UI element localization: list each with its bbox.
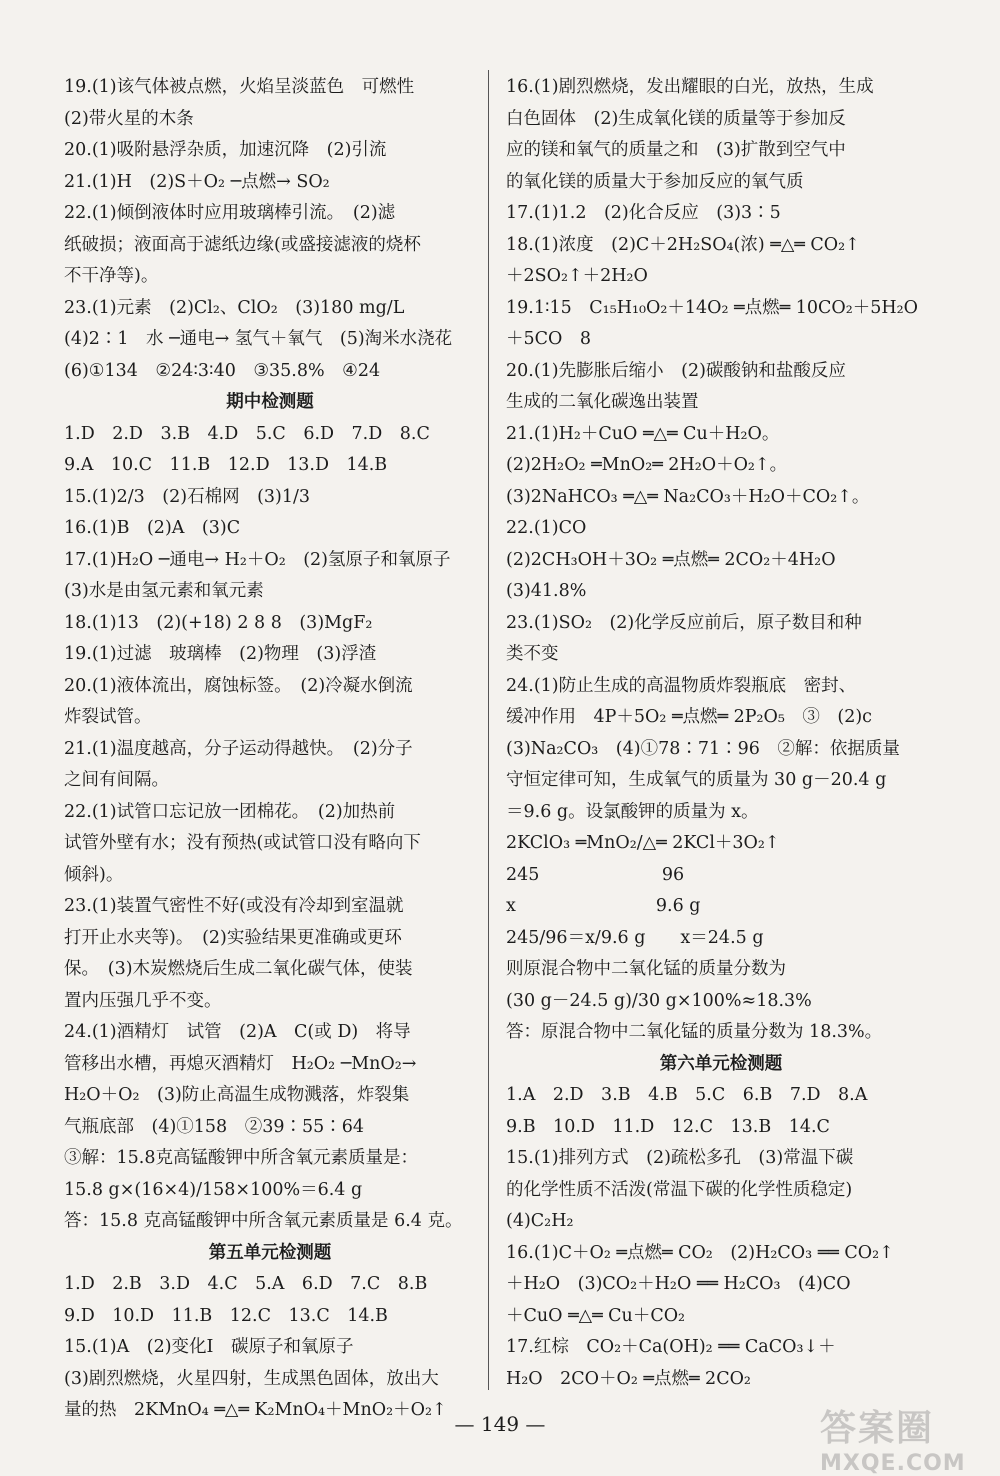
answer-line: 22.(1)CO <box>506 518 587 538</box>
answer-line: 生成的二氧化碳逸出装置 <box>506 392 699 412</box>
answer-line: (30 g－24.5 g)/30 g×100%≈18.3% <box>506 990 812 1011</box>
watermark-text-top: 答案圈 <box>820 1408 935 1449</box>
answer-line: ＋CuO ═△═ Cu＋CO₂ <box>506 1305 686 1326</box>
answer-line: 21.(1)H (2)S＋O₂ ─点燃→ SO₂ <box>64 171 330 192</box>
answer-line: 18.(1)浓度 (2)C＋2H₂SO₄(浓) ═△═ CO₂↑ <box>506 234 860 255</box>
answer-line: H₂O＋O₂ (3)防止高温生成物溅落，炸裂集 <box>64 1085 410 1105</box>
answer-line: (2)2CH₃OH＋3O₂ ═点燃═ 2CO₂＋4H₂O <box>506 549 836 570</box>
answer-line: 的氧化镁的质量大于参加反应的氧气质 <box>506 171 804 192</box>
answer-line: ③解：15.8克高锰酸钾中所含氧元素质量是： <box>64 1148 418 1168</box>
answer-line: 20.(1)吸附悬浮杂质，加速沉降 (2)引流 <box>64 140 387 160</box>
answer-line: 9.B 10.D 11.D 12.C 13.B 14.C <box>506 1116 830 1137</box>
answer-line: 17.红棕 CO₂＋Ca(OH)₂ ══ CaCO₃↓＋ <box>506 1337 836 1357</box>
answer-line: (3)Na₂CO₃ (4)①78∶71∶96 ②解：依据质量 <box>506 738 900 759</box>
answer-line: 19.(1)该气体被点燃，火焰呈淡蓝色 可燃性 <box>64 77 415 97</box>
answer-line: 19.(1)过滤 玻璃棒 (2)物理 (3)浮渣 <box>64 644 377 664</box>
answer-line: 第五单元检测题 <box>208 1242 332 1263</box>
answer-line: 9.D 10.D 11.B 12.C 13.C 14.B <box>64 1305 388 1326</box>
watermark-logo <box>820 1400 995 1476</box>
answer-line: x 9.6 g <box>506 896 701 916</box>
column-divider <box>488 70 489 1390</box>
answer-line: 16.(1)C＋O₂ ═点燃═ CO₂ (2)H₂CO₃ ══ CO₂↑ <box>506 1242 894 1263</box>
answer-line: 21.(1)温度越高，分子运动得越快。 (2)分子 <box>64 738 413 759</box>
answer-line: 守恒定律可知，生成氧气的质量为 30 g－20.4 g <box>506 770 887 790</box>
answer-line: 气瓶底部 (4)①158 ②39∶55∶64 <box>64 1116 364 1137</box>
answer-line: (3)剧烈燃烧，火星四射，生成黑色固体，放出大 <box>64 1368 439 1389</box>
answer-line: (2)2H₂O₂ ═MnO₂═ 2H₂O＋O₂↑。 <box>506 455 788 475</box>
answer-line: 22.(1)倾倒液体时应用玻璃棒引流。 (2)滤 <box>64 203 396 223</box>
answer-line: 打开止水夹等)。 (2)实验结果更准确或更环 <box>64 927 402 948</box>
answer-line: ＋H₂O (3)CO₂＋H₂O ══ H₂CO₃ (4)CO <box>506 1274 851 1294</box>
answer-line: ＋2SO₂↑＋2H₂O <box>506 266 648 286</box>
watermark-text-bottom: MXQE.COM <box>820 1451 966 1476</box>
answer-line: (3)41.8% <box>506 581 587 601</box>
left-column <box>64 72 476 1427</box>
answer-line: (3)2NaHCO₃ ═△═ Na₂CO₃＋H₂O＋CO₂↑。 <box>506 486 870 507</box>
answer-line: 纸破损；液面高于滤纸边缘(或盛接滤液的烧杯 <box>64 234 421 255</box>
answer-line: 试管外壁有水；没有预热(或试管口没有略向下 <box>64 833 421 853</box>
answer-line: 17.(1)H₂O ─通电→ H₂＋O₂ (2)氢原子和氧原子 <box>64 549 451 570</box>
answer-line: ＝9.6 g。设氯酸钾的质量为 x。 <box>506 801 759 822</box>
answer-line: 1.A 2.D 3.B 4.B 5.C 6.B 7.D 8.A <box>506 1085 868 1105</box>
answer-line: 245 96 <box>506 864 685 885</box>
answer-line: (6)①134 ②24∶3∶40 ③35.8% ④24 <box>64 360 381 381</box>
answer-line: 期中检测题 <box>226 392 314 412</box>
answer-line: 类不变 <box>506 644 559 664</box>
answer-line: (2)带火星的木条 <box>64 108 194 129</box>
answer-line: 24.(1)酒精灯 试管 (2)A C(或 D) 将导 <box>64 1022 411 1042</box>
right-column <box>506 72 936 1395</box>
answer-line: 16.(1)剧烈燃烧，发出耀眼的白光，放热，生成 <box>506 77 874 97</box>
answer-line: 24.(1)防止生成的高温物质炸裂瓶底 密封、 <box>506 675 857 696</box>
answer-line: 19.1∶15 C₁₅H₁₀O₂＋14O₂ ═点燃═ 10CO₂＋5H₂O <box>506 297 918 318</box>
answer-line: 20.(1)液体流出，腐蚀标签。 (2)冷凝水倒流 <box>64 675 413 696</box>
answer-line: 15.(1)排列方式 (2)疏松多孔 (3)常温下碳 <box>506 1148 854 1168</box>
answer-line: 245/96＝x/9.6 g x＝24.5 g <box>506 927 764 948</box>
answer-line: 9.A 10.C 11.B 12.D 13.D 14.B <box>64 455 388 475</box>
answer-line: ＋5CO 8 <box>506 329 592 349</box>
answer-line: 保。 (3)木炭燃烧后生成二氧化碳气体，使装 <box>64 959 413 979</box>
answer-line: 白色固体 (2)生成氧化镁的质量等于参加反 <box>506 108 846 129</box>
answer-line: (3)水是由氢元素和氧元素 <box>64 581 264 601</box>
answer-line: 缓冲作用 4P＋5O₂ ═点燃═ 2P₂O₅ ③ (2)c <box>506 707 872 727</box>
answer-line: 16.(1)B (2)A (3)C <box>64 518 241 538</box>
answer-line: 炸裂试管。 <box>64 707 152 727</box>
answer-line: 21.(1)H₂＋CuO ═△═ Cu＋H₂O。 <box>506 423 780 444</box>
answer-line: 15.(1)A (2)变化Ⅰ 碳原子和氧原子 <box>64 1337 354 1357</box>
answer-line: 之间有间隔。 <box>64 770 169 790</box>
answer-line: 17.(1)1.2 (2)化合反应 (3)3∶5 <box>506 203 781 223</box>
answer-line: 18.(1)13 (2)(+18) 2 8 8 (3)MgF₂ <box>64 612 373 633</box>
answer-line: 1.D 2.B 3.D 4.C 5.A 6.D 7.C 8.B <box>64 1274 428 1294</box>
answer-line: 23.(1)SO₂ (2)化学反应前后，原子数目和种 <box>506 612 862 633</box>
answer-line: 23.(1)元素 (2)Cl₂、ClO₂ (3)180 mg/L <box>64 297 405 318</box>
answer-line: 15.8 g×(16×4)/158×100%＝6.4 g <box>64 1179 363 1200</box>
answer-line: 倾斜)。 <box>64 864 124 885</box>
answer-line: H₂O 2CO＋O₂ ═点燃═ 2CO₂ <box>506 1368 751 1389</box>
answer-line: 的化学性质不活泼(常温下碳的化学性质稳定) <box>506 1179 853 1200</box>
answer-line: 置内压强几乎不变。 <box>64 990 222 1011</box>
answer-line: 管移出水槽，再熄灭酒精灯 H₂O₂ ─MnO₂→ <box>64 1053 417 1074</box>
answer-line: 1.D 2.D 3.B 4.D 5.C 6.D 7.D 8.C <box>64 423 430 444</box>
answer-line: 不干净等)。 <box>64 266 159 286</box>
answer-line: 量的热 2KMnO₄ ═△═ K₂MnO₄＋MnO₂＋O₂↑ <box>64 1400 447 1420</box>
answer-line: 答：原混合物中二氧化锰的质量分数为 18.3%。 <box>506 1022 883 1042</box>
answer-line: 答：15.8 克高锰酸钾中所含氧元素质量是 6.4 克。 <box>64 1211 463 1231</box>
answer-line: 应的镁和氧气的质量之和 (3)扩散到空气中 <box>506 140 846 160</box>
answer-line: (4)C₂H₂ <box>506 1211 574 1231</box>
answer-line: 2KClO₃ ═MnO₂/△═ 2KCl＋3O₂↑ <box>506 833 780 853</box>
answer-line: (4)2∶1 水 ─通电→ 氢气＋氧气 (5)淘米水浇花 <box>64 329 453 349</box>
answer-line: 22.(1)试管口忘记放一团棉花。 (2)加热前 <box>64 801 396 822</box>
answer-line: 20.(1)先膨胀后缩小 (2)碳酸钠和盐酸反应 <box>506 360 846 381</box>
answer-line: 第六单元检测题 <box>659 1053 783 1074</box>
page-number: — 149 — <box>454 1412 546 1436</box>
answer-line: 15.(1)2/3 (2)石棉网 (3)1/3 <box>64 486 311 507</box>
answer-line: 23.(1)装置气密性不好(或没有冷却到室温就 <box>64 896 404 916</box>
answer-line: 则原混合物中二氧化锰的质量分数为 <box>506 959 786 979</box>
